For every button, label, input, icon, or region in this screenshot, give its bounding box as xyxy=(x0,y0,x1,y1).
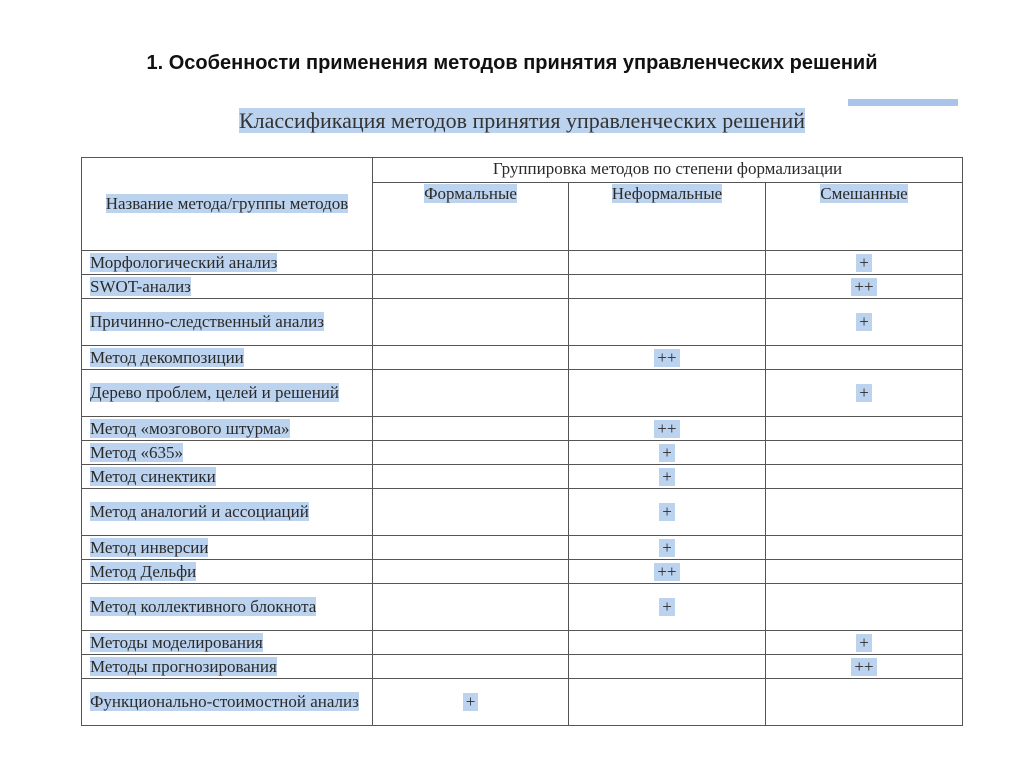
mark-mixed: + xyxy=(856,384,872,402)
header-group-label: Группировка методов по степени формализации xyxy=(492,159,843,178)
cell-formal xyxy=(373,560,569,584)
method-name-cell xyxy=(82,465,373,489)
cell-informal xyxy=(569,346,766,370)
cell-formal xyxy=(373,489,569,536)
cell-mixed xyxy=(766,417,963,441)
cell-informal xyxy=(569,631,766,655)
method-name-cell xyxy=(82,560,373,584)
cell-formal xyxy=(373,299,569,346)
header-informal-label: Неформальные xyxy=(611,184,723,203)
cell-mixed xyxy=(766,679,963,726)
method-name: Дерево проблем, целей и решений xyxy=(90,383,340,402)
table-row xyxy=(82,346,963,370)
mark-mixed: + xyxy=(856,634,872,652)
cell-informal xyxy=(569,560,766,584)
cell-formal xyxy=(373,417,569,441)
method-name-cell xyxy=(82,299,373,346)
method-name: Метод «мозгового штурма» xyxy=(90,418,290,438)
cell-informal xyxy=(569,536,766,560)
method-name-cell xyxy=(82,346,373,370)
cell-mixed xyxy=(766,465,963,489)
table-row xyxy=(82,370,963,417)
mark-mixed: ++ xyxy=(851,278,876,296)
header-mixed xyxy=(766,183,963,251)
method-name: Метод «635» xyxy=(90,442,184,462)
method-name-cell xyxy=(82,489,373,536)
method-name-cell xyxy=(82,631,373,655)
mark-informal: ++ xyxy=(654,349,679,367)
mark-mixed: ++ xyxy=(851,658,876,676)
cell-mixed xyxy=(766,536,963,560)
cell-formal xyxy=(373,536,569,560)
table-row xyxy=(82,679,963,726)
cell-informal xyxy=(569,441,766,465)
cell-formal xyxy=(373,584,569,631)
cell-mixed xyxy=(766,275,963,299)
cell-mixed xyxy=(766,299,963,346)
mark-informal: ++ xyxy=(654,563,679,581)
table-row xyxy=(82,489,963,536)
mark-mixed: + xyxy=(856,254,872,272)
method-name: Методы прогнозирования xyxy=(90,656,277,676)
header-mixed-label: Смешанные xyxy=(820,184,908,203)
table-row xyxy=(82,417,963,441)
cell-mixed xyxy=(766,584,963,631)
method-name: Причинно-следственный анализ xyxy=(90,312,324,331)
mark-informal: + xyxy=(659,468,675,486)
cell-formal xyxy=(373,370,569,417)
table-row xyxy=(82,275,963,299)
table-row xyxy=(82,441,963,465)
cell-formal xyxy=(373,251,569,275)
cell-informal xyxy=(569,584,766,631)
cell-formal xyxy=(373,441,569,465)
method-name: Метод аналогий и ассоциаций xyxy=(90,502,309,521)
method-name-cell xyxy=(82,441,373,465)
cell-informal xyxy=(569,417,766,441)
method-name: Метод синектики xyxy=(90,466,216,486)
method-name-cell xyxy=(82,275,373,299)
table-row xyxy=(82,655,963,679)
cell-mixed xyxy=(766,441,963,465)
cell-informal xyxy=(569,251,766,275)
table-row xyxy=(82,251,963,275)
cell-formal xyxy=(373,655,569,679)
method-name-cell xyxy=(82,417,373,441)
cell-informal xyxy=(569,655,766,679)
mark-mixed: + xyxy=(856,313,872,331)
cell-formal xyxy=(373,679,569,726)
method-name: Метод коллективного блокнота xyxy=(90,597,317,616)
cell-informal xyxy=(569,299,766,346)
table-row xyxy=(82,299,963,346)
header-name-column xyxy=(82,158,373,251)
header-name-label: Название метода/группы методов xyxy=(105,194,349,213)
mark-informal: + xyxy=(659,539,675,557)
table-row xyxy=(82,584,963,631)
cell-informal xyxy=(569,489,766,536)
methods-table xyxy=(81,157,963,726)
slide-title: 1. Особенности применения методов принятия управленческих решений xyxy=(146,52,878,74)
method-name-cell xyxy=(82,536,373,560)
table-row xyxy=(82,465,963,489)
cell-informal xyxy=(569,370,766,417)
header-formal-label: Формальные xyxy=(424,184,517,203)
header-informal xyxy=(569,183,766,251)
header-group xyxy=(373,158,963,183)
method-name: Метод декомпозиции xyxy=(90,347,244,367)
cell-informal xyxy=(569,275,766,299)
cell-mixed xyxy=(766,655,963,679)
cell-mixed xyxy=(766,560,963,584)
table-row xyxy=(82,560,963,584)
header-formal xyxy=(373,183,569,251)
method-name-cell xyxy=(82,584,373,631)
cell-formal xyxy=(373,346,569,370)
cell-formal xyxy=(373,465,569,489)
cell-mixed xyxy=(766,489,963,536)
mark-informal: + xyxy=(659,444,675,462)
mark-informal: ++ xyxy=(654,420,679,438)
cell-formal xyxy=(373,631,569,655)
table-body xyxy=(82,251,963,726)
method-name-cell xyxy=(82,251,373,275)
method-name: Морфологический анализ xyxy=(90,252,278,272)
method-name: Методы моделирования xyxy=(90,632,263,652)
table-caption xyxy=(239,108,805,134)
cell-formal xyxy=(373,275,569,299)
method-name-cell xyxy=(82,370,373,417)
cell-informal xyxy=(569,679,766,726)
method-name-cell xyxy=(82,655,373,679)
method-name: Функционально-стоимостной анализ xyxy=(90,692,359,711)
method-name-cell xyxy=(82,679,373,726)
method-name: Метод инверсии xyxy=(90,537,209,557)
accent-bar xyxy=(848,99,958,106)
table-row xyxy=(82,631,963,655)
method-name: SWOT-анализ xyxy=(90,276,191,296)
method-name: Метод Дельфи xyxy=(90,561,197,581)
table-row xyxy=(82,536,963,560)
cell-mixed xyxy=(766,251,963,275)
mark-informal: + xyxy=(659,503,675,521)
table-caption-text: Классификация методов принятия управленческих решений xyxy=(239,108,805,133)
cell-mixed xyxy=(766,631,963,655)
cell-mixed xyxy=(766,370,963,417)
cell-informal xyxy=(569,465,766,489)
mark-informal: + xyxy=(659,598,675,616)
cell-mixed xyxy=(766,346,963,370)
mark-formal: + xyxy=(463,693,479,711)
